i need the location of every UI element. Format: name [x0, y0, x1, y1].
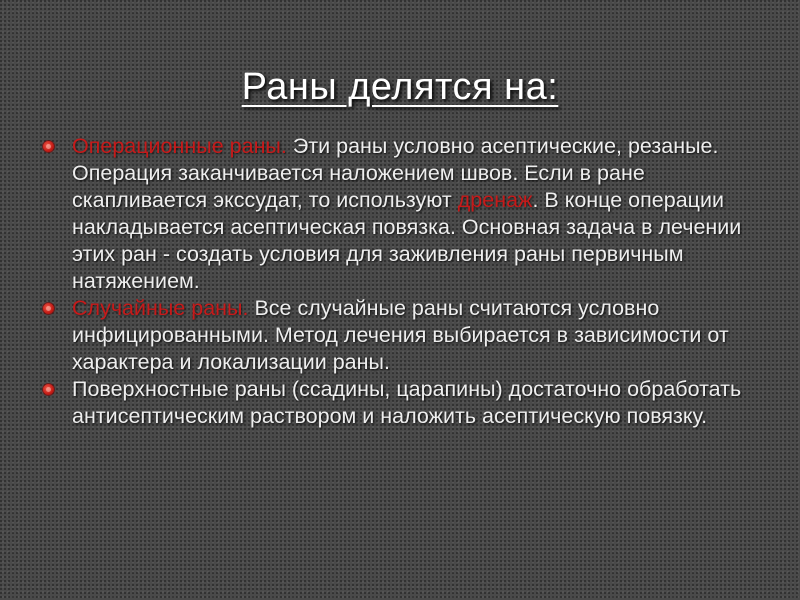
slide-title-text: Раны делятся на: [241, 66, 559, 108]
item-text: Поверхностные раны (ссадины, царапины) достаточно обработать антисептическим раствором и наложить асептическую повязку. [72, 377, 742, 428]
bullet-list [40, 133, 760, 430]
list-item-operative-wounds [40, 133, 760, 295]
list-item-superficial-wounds [40, 376, 760, 430]
item-text: Эти раны условно асептические, резаные. Операция заканчивается наложением швов. Если в ране скапливается экссудат, то используют [72, 134, 719, 212]
highlight-term: Операционные раны. [72, 134, 287, 158]
bullet-icon [43, 141, 54, 152]
list-item-accidental-wounds [40, 295, 760, 376]
highlight-term-drainage: дренаж [457, 188, 533, 212]
bullet-icon [43, 303, 54, 314]
item-text-continued: . В конце операции накладывается асептическая повязка. Основная задача в лечении этих ран - создать условия для заживления раны первичным натяжением. [72, 188, 742, 293]
highlight-term: Случайные раны. [72, 296, 249, 320]
slide-title [0, 66, 800, 109]
item-text: Все случайные раны считаются условно инфицированными. Метод лечения выбирается в зависимости от характера и локализации раны. [72, 296, 729, 374]
bullet-icon [43, 384, 54, 395]
